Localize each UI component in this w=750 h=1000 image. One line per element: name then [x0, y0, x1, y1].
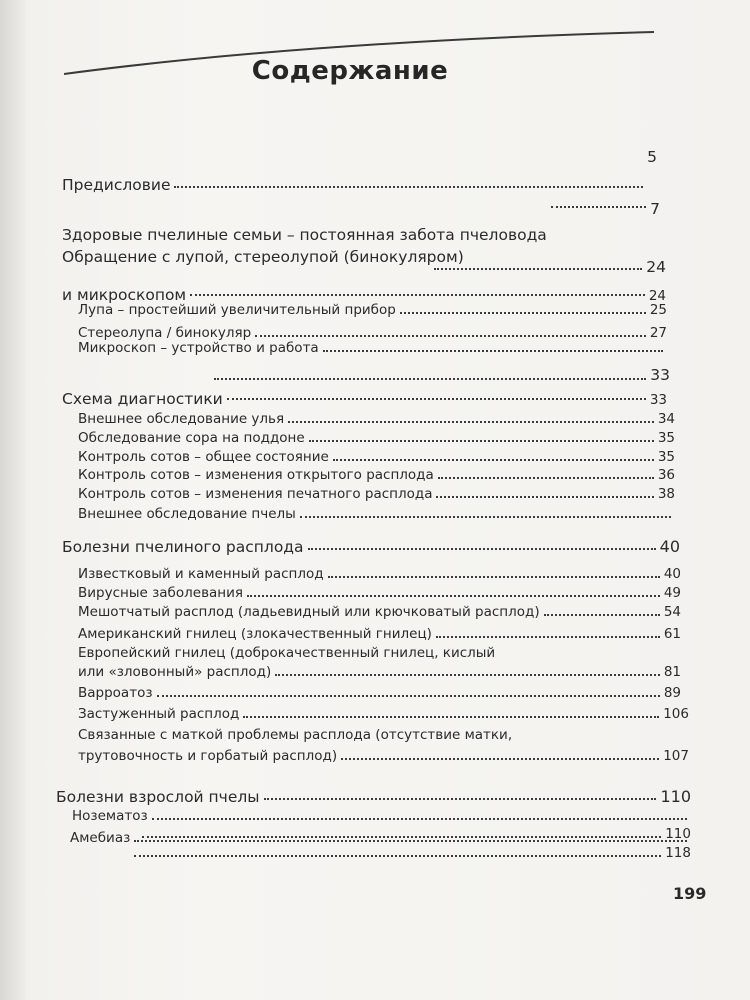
toc-entry-amoeba-page	[130, 845, 691, 861]
dot-leader	[551, 204, 646, 208]
toc-page-number: 40	[659, 537, 680, 556]
toc-entry-healthy-colonies[interactable]	[62, 200, 660, 244]
toc-entry-label: Болезни пчелиного расплода	[62, 538, 304, 556]
toc-entry-label: Обследование сора на поддоне	[78, 430, 305, 446]
toc-entry-efb[interactable]	[78, 664, 681, 680]
toc-entry-label: Амебиаз	[70, 830, 131, 846]
dot-leader	[255, 333, 646, 337]
toc-page-number: 40	[663, 566, 681, 582]
toc-page-number: 36	[657, 467, 675, 483]
toc-entry-adult-diseases[interactable]	[56, 787, 691, 806]
toc-entry-label: или «зловонный» расплод)	[78, 664, 272, 680]
toc-entry-amoeba[interactable]	[70, 830, 691, 846]
page-title: Содержание	[251, 56, 449, 86]
toc-entry-queen[interactable]	[78, 748, 689, 764]
toc-page-number: 61	[663, 626, 681, 642]
dot-leader	[243, 714, 659, 718]
toc-entry-nosema[interactable]	[72, 808, 691, 824]
toc-entry-label: Лупа – простейший увеличительный прибор	[78, 302, 396, 318]
toc-entry-diagnostics[interactable]	[62, 390, 667, 408]
toc-page-number: 106	[663, 706, 689, 722]
toc-entry-preface[interactable]	[62, 148, 657, 194]
dot-leader	[247, 593, 660, 597]
toc-page-number: 24	[646, 258, 666, 276]
dot-leader	[275, 672, 660, 676]
dot-leader	[214, 376, 646, 380]
toc-entry-label: Контроль сотов – общее состояние	[78, 449, 329, 465]
toc-entry-label: Здоровые пчелиные семьи – постоянная забота пчеловода	[62, 226, 547, 244]
dot-leader	[288, 419, 654, 423]
dot-leader	[134, 838, 687, 842]
toc-entry-label: Застуженный расплод	[78, 706, 240, 722]
toc-page-number: 35	[657, 449, 675, 465]
toc-entry-handling-dots-top	[430, 258, 666, 276]
toc-entry-diagnostics-top	[210, 366, 670, 384]
toc-page-number: 110	[665, 826, 691, 842]
dot-leader	[436, 634, 660, 638]
toc-page-number: 34	[657, 411, 675, 427]
dot-leader	[157, 693, 660, 697]
dot-leader	[152, 816, 687, 820]
toc-page-number: 5	[647, 148, 657, 166]
toc-entry-brood-diseases[interactable]	[62, 537, 680, 556]
toc-page-number: 49	[663, 585, 681, 601]
toc-page-number: 27	[649, 325, 667, 341]
toc-entry-stereo[interactable]	[78, 325, 667, 341]
toc-entry-label: Внешнее обследование пчелы	[78, 506, 296, 522]
toc-entry-chalkbrood[interactable]	[78, 566, 681, 582]
toc-entry-label: Контроль сотов – изменения печатного расплода	[78, 486, 433, 502]
dot-leader	[308, 546, 656, 550]
toc-entry-label: Микроскоп – устройство и работа	[78, 340, 319, 356]
toc-page-number: 25	[649, 302, 667, 318]
toc-entry-combs-general[interactable]	[78, 449, 675, 465]
toc-entry-label: Вирусные заболевания	[78, 585, 244, 601]
toc-entry-queen-line1[interactable]: Связанные с маткой проблемы расплода (отсутствие матки,	[78, 727, 513, 743]
dot-leader	[264, 796, 657, 800]
toc-entry-label: Нозематоз	[72, 808, 148, 824]
dot-leader	[174, 184, 643, 188]
toc-entry-hive-inspection[interactable]	[78, 411, 675, 427]
dot-leader	[436, 494, 653, 498]
toc-entry-microscope[interactable]	[78, 340, 667, 356]
dot-leader	[400, 310, 646, 314]
toc-page-number: 110	[660, 787, 691, 806]
toc-entry-label: Болезни взрослой пчелы	[56, 788, 260, 806]
toc-entry-label: Американский гнилец (злокачественный гнилец)	[78, 626, 432, 642]
dot-leader	[333, 457, 654, 461]
page-folio-number: 199	[673, 884, 707, 903]
toc-entry-label: Предисловие	[62, 176, 171, 194]
dot-leader	[190, 292, 645, 296]
dot-leader	[227, 396, 646, 400]
toc-page-number: 38	[657, 486, 675, 502]
toc-page-number: 33	[650, 366, 670, 384]
toc-entry-label: Варроатоз	[78, 685, 153, 701]
toc-page-number: 54	[663, 604, 681, 620]
toc-entry-label: Контроль сотов – изменения открытого расплода	[78, 467, 434, 483]
dot-leader	[134, 853, 661, 857]
dot-leader	[323, 348, 663, 352]
dot-leader	[328, 574, 660, 578]
toc-entry-afb[interactable]	[78, 626, 681, 642]
toc-entry-label: Внешнее обследование улья	[78, 411, 285, 427]
dot-leader	[341, 756, 659, 760]
toc-entry-label: Схема диагностики	[62, 390, 223, 408]
toc-entry-combs-open[interactable]	[78, 467, 675, 483]
dot-leader	[544, 612, 660, 616]
toc-entry-label: Стереолупа / бинокуляр	[78, 325, 252, 341]
toc-entry-viral[interactable]	[78, 585, 681, 601]
toc-entry-debris[interactable]	[78, 430, 675, 446]
toc-entry-label: Известковый и каменный расплод	[78, 566, 324, 582]
toc-page-number: 7	[650, 200, 660, 218]
toc-page-number: 24	[648, 288, 666, 304]
toc-entry-chilled[interactable]	[78, 706, 689, 722]
dot-leader	[438, 475, 654, 479]
toc-entry-varroa[interactable]	[78, 685, 681, 701]
toc-entry-label: Мешотчатый расплод (ладьевидный или крючковатый расплод)	[78, 604, 540, 620]
toc-entry-label: и микроскопом	[62, 286, 187, 304]
toc-entry-bee-external[interactable]	[78, 506, 675, 522]
toc-entry-loupe[interactable]	[78, 302, 667, 318]
toc-entry-sacbrood[interactable]	[78, 604, 681, 620]
toc-page-number: 118	[665, 845, 691, 861]
toc-page-number: 89	[663, 685, 681, 701]
toc-entry-handling-line1[interactable]: Обращение с лупой, стереолупой (бинокуляром)	[62, 248, 464, 266]
toc-entry-combs-sealed[interactable]	[78, 486, 675, 502]
dot-leader	[309, 438, 654, 442]
toc-page-number: 33	[649, 392, 667, 408]
toc-entry-label: трутовочность и горбатый расплод)	[78, 748, 338, 764]
dot-leader	[434, 266, 642, 270]
dot-leader	[300, 514, 671, 518]
toc-page-number: 107	[663, 748, 689, 764]
toc-page-number: 35	[657, 430, 675, 446]
toc-page-number: 81	[663, 664, 681, 680]
toc-entry-efb-line1[interactable]: Европейский гнилец (доброкачественный гнилец, кислый	[78, 645, 496, 661]
